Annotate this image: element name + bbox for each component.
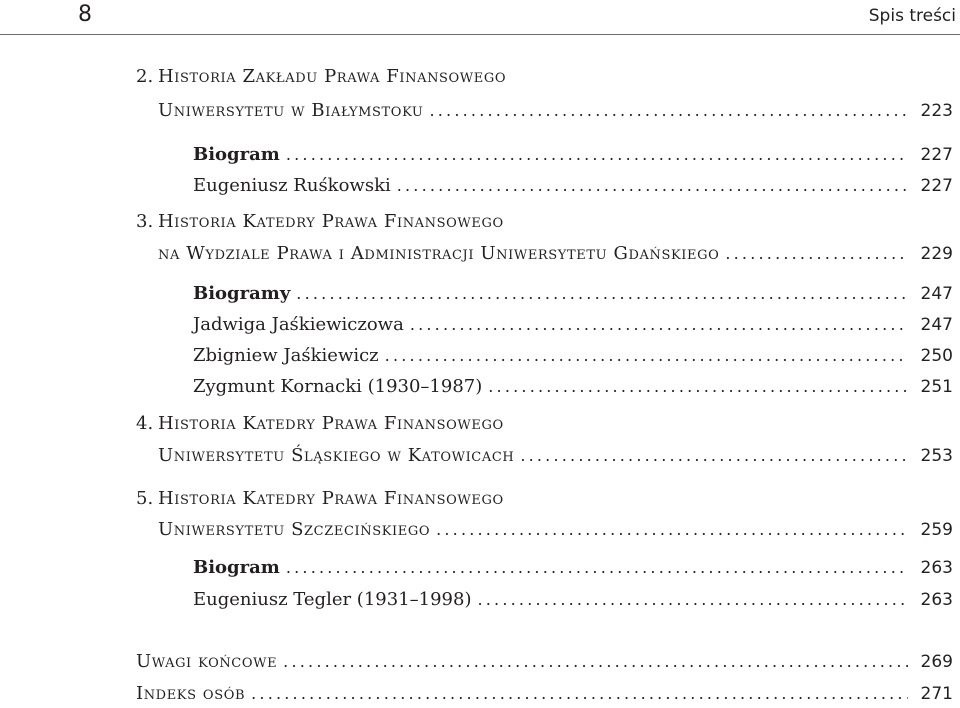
section-number: 4. — [136, 413, 154, 434]
dot-leader — [286, 554, 908, 582]
toc-entry[interactable] — [193, 172, 953, 200]
page-ref: 253 — [920, 446, 953, 466]
dot-leader — [397, 172, 908, 200]
page-ref: 251 — [920, 377, 953, 397]
dot-leader — [477, 586, 908, 614]
subheading-label: Biogramy — [193, 283, 291, 304]
entry-name: Jadwiga Jaśkiewiczowa — [193, 314, 404, 335]
toc-closing-entry[interactable] — [136, 680, 953, 708]
dot-leader — [725, 240, 908, 268]
page-ref: 247 — [920, 315, 953, 335]
subheading-label: Biogram — [193, 144, 280, 165]
toc-section-5-title-line2[interactable] — [158, 516, 953, 544]
page-ref: 259 — [920, 520, 953, 540]
toc-section-4-title-line1 — [136, 410, 953, 438]
page-ref: 227 — [920, 145, 953, 165]
page-ref: 223 — [920, 101, 953, 121]
subheading-label: Biogram — [193, 557, 280, 578]
dot-leader — [286, 141, 908, 169]
page-ref: 269 — [920, 652, 953, 672]
toc-section-4-title-line2[interactable] — [158, 442, 953, 470]
toc-entry[interactable] — [193, 373, 953, 401]
dot-leader — [488, 373, 908, 401]
dot-leader — [429, 97, 908, 125]
page-ref: 229 — [920, 244, 953, 264]
page-ref: 263 — [920, 558, 953, 578]
toc-section-5-subheading[interactable] — [193, 554, 953, 582]
section-title: Historia Zakładu Prawa Finansowego — [158, 66, 507, 87]
entry-name: Zygmunt Kornacki (1930–1987) — [193, 376, 483, 397]
section-number: 2. — [136, 66, 154, 87]
section-number: 3. — [136, 211, 154, 232]
section-title: Uniwersytetu Szczecińskiego — [158, 519, 431, 540]
toc-section-2-title-line2[interactable] — [158, 97, 953, 125]
toc-entry[interactable] — [193, 342, 953, 370]
toc-section-3-subheading[interactable] — [193, 280, 953, 308]
toc-closing-entry[interactable] — [136, 648, 953, 676]
dot-leader — [410, 311, 908, 339]
section-title: na Wydziale Prawa i Administracji Uniwersytetu Gdańskiego — [158, 243, 720, 264]
toc-section-3-title-line2[interactable] — [158, 240, 953, 268]
page-header — [0, 0, 960, 35]
section-title: Historia Katedry Prawa Finansowego — [158, 211, 504, 232]
entry-name: Zbigniew Jaśkiewicz — [193, 345, 379, 366]
toc-entry[interactable] — [193, 586, 953, 614]
dot-leader — [385, 342, 908, 370]
running-head: Spis treści — [868, 6, 956, 26]
dot-leader — [296, 280, 908, 308]
toc-section-2-subheading[interactable] — [193, 141, 953, 169]
entry-name: Eugeniusz Ruśkowski — [193, 175, 391, 196]
toc-section-2-title-line1 — [136, 63, 953, 91]
page-number: 8 — [78, 2, 92, 27]
page-ref: 227 — [920, 176, 953, 196]
toc-section-3-title-line1 — [136, 208, 953, 236]
entry-name: Eugeniusz Tegler (1931–1998) — [193, 589, 472, 610]
dot-leader — [283, 648, 908, 676]
section-title: Historia Katedry Prawa Finansowego — [158, 413, 504, 434]
page-ref: 263 — [920, 590, 953, 610]
closing-title: Uwagi końcowe — [136, 651, 278, 672]
section-number: 5. — [136, 488, 154, 509]
toc-entry[interactable] — [193, 311, 953, 339]
section-title: Uniwersytetu Śląskiego w Katowicach — [158, 445, 515, 466]
closing-title: Indeks osób — [136, 683, 246, 704]
section-title: Historia Katedry Prawa Finansowego — [158, 488, 504, 509]
dot-leader — [251, 680, 908, 708]
section-title: Uniwersytetu w Białymstoku — [158, 100, 424, 121]
page-ref: 271 — [920, 684, 953, 704]
page-ref: 250 — [920, 346, 953, 366]
page-ref: 247 — [920, 284, 953, 304]
dot-leader — [520, 442, 908, 470]
toc-section-5-title-line1 — [136, 485, 953, 513]
dot-leader — [436, 516, 908, 544]
